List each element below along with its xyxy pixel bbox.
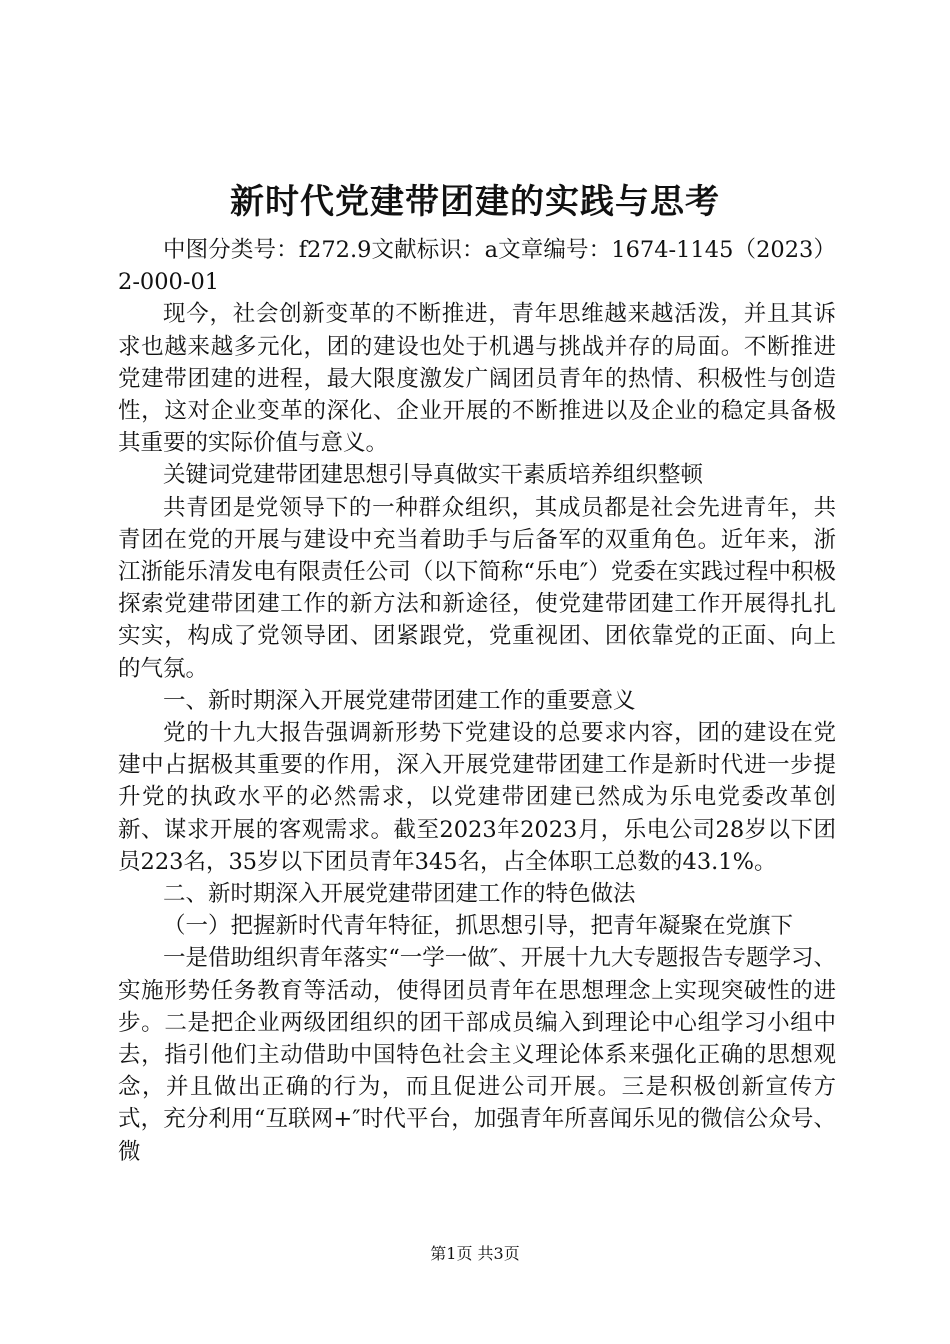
document-body [118,234,836,1168]
intro-paragraph: 共青团是党领导下的一种群众组织，其成员都是社会先进青年，共青团在党的开展与建设中充当着助手与后备军的双重角色。近年来，浙江浙能乐清发电有限责任公司（以下简称“乐电″）党委在实践过程中积极探索党建带团建工作的新方法和新途径，使党建带团建工作开展得扎扎实实，构成了党领导团、团紧跟党，党重视团、团依靠党的正面、向上的气氛。 [118,494,836,682]
classification-meta: 中图分类号：f272.9文献标识：a文章编号：1674-1145（2023）2-000-01 [118,237,836,296]
section-1-paragraph: 党的十九大报告强调新形势下党建设的总要求内容，团的建设在党建中占据极其重要的作用，深入开展党建带团建工作是新时代进一步提升党的执政水平的必然需求，以党建带团建已然成为乐电党委改革创新、谋求开展的客观需求。截至2023年2023月，乐电公司28岁以下团员223名，35岁以下团员青年345名，占全体职工总数的43.1%。 [118,720,836,875]
page-footer: 第1页 共3页 [430,1244,520,1263]
subsection-1-paragraph: 一是借助组织青年落实“一学一做″、开展十九大专题报告专题学习、实施形势任务教育等活动，使得团员青年在思想理念上实现突破性的进步。二是把企业两级团组织的团干部成员编入到理论中心组学习小组中去，指引他们主动借助中国特色社会主义理论体系来强化正确的思想观念，并且做出正确的行为，而且促进公司开展。三是积极创新宣传方式，充分利用“互联网+″时代平台，加强青年所喜闻乐见的微信公众号、微 [118,945,836,1165]
subsection-heading-1: （一）把握新时代青年特征，抓思想引导，把青年凝聚在党旗下 [163,913,794,940]
keywords-paragraph: 关键词党建带团建思想引导真做实干素质培养组织整顿 [163,462,704,489]
section-heading-1: 一、新时期深入开展党建带团建工作的重要意义 [163,687,636,714]
document-title: 新时代党建带团建的实践与思考 [230,182,720,222]
section-heading-2: 二、新时期深入开展党建带团建工作的特色做法 [163,881,636,908]
abstract-paragraph: 现今，社会创新变革的不断推进，青年思维越来越活泼，并且其诉求也越来越多元化，团的建设也处于机遇与挑战并存的局面。不断推进党建带团建的进程，最大限度激发广阔团员青年的热情、积极性与创造性，这对企业变革的深化、企业开展的不断推进以及企业的稳定具备极其重要的实际价值与意义。 [118,301,836,457]
